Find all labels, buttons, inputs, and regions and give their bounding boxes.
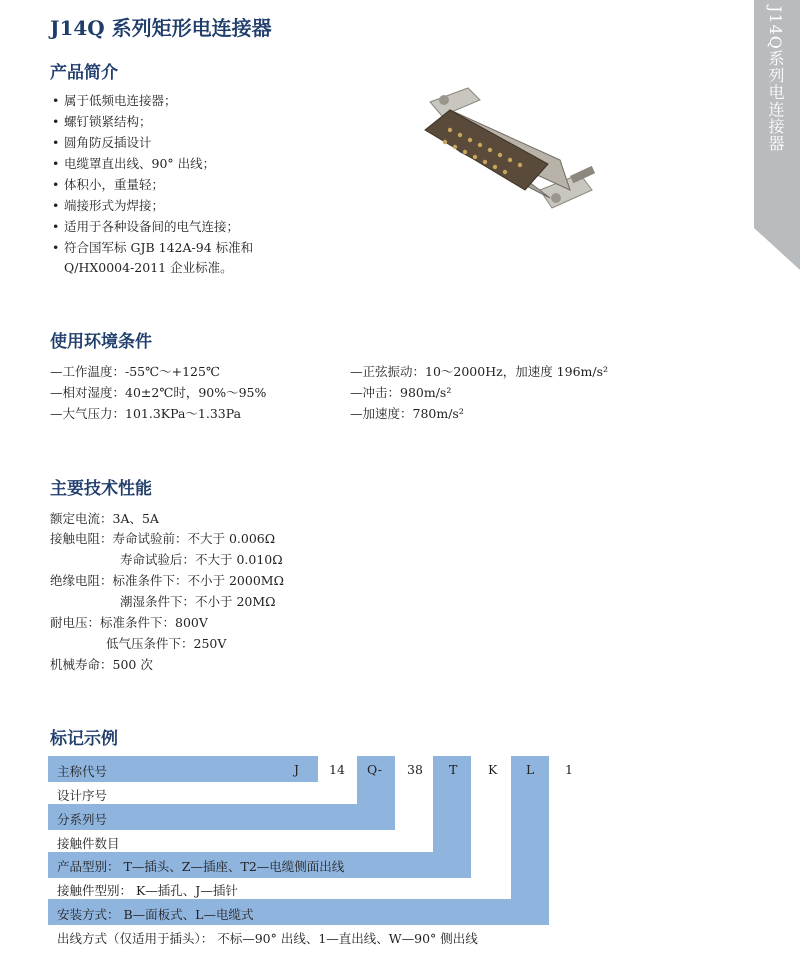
marking-row-label: 产品型别： T—插头、Z—插座、T2—电缆侧面出线	[57, 859, 345, 874]
side-tab-label: J14Q系列电连接器	[766, 6, 785, 152]
feature-item: • 端接形式为焊接；	[52, 195, 253, 216]
marking-code: L	[526, 762, 535, 777]
section-title-intro: 产品简介	[50, 63, 118, 83]
marking-code: Q-	[367, 762, 382, 777]
marking-code: 14	[329, 762, 345, 777]
feature-item: • 螺钉锁紧结构；	[52, 111, 253, 132]
perf-item: 绝缘电阻：标准条件下：不小于 2000MΩ	[50, 573, 284, 588]
marking-code: T	[449, 762, 458, 777]
feature-item: • 属于低频电连接器；	[52, 90, 253, 111]
section-title-perf: 主要技术性能	[50, 479, 152, 499]
marking-row-label: 安装方式： B—面板式、L—电缆式	[57, 907, 254, 922]
feature-item: • 圆角防反插设计	[52, 132, 253, 153]
section-title-mark: 标记示例	[50, 729, 118, 749]
perf-item: 接触电阻：寿命试验前：不大于 0.006Ω	[50, 531, 276, 546]
feature-item: • 适用于各种设备间的电气连接；	[52, 216, 253, 237]
feature-item: • 电缆罩直出线、90° 出线；	[52, 153, 253, 174]
marking-row-label: 主称代号	[57, 764, 108, 779]
marking-row-label: 设计序号	[57, 788, 108, 803]
env-item: —加速度：780m/s²	[350, 406, 464, 421]
marking-row-label: 接触件数目	[57, 836, 120, 851]
marking-code: K	[488, 762, 498, 777]
perf-item: 机械寿命：500 次	[50, 657, 153, 672]
marking-row-label: 接触件型别： K—插孔、J—插针	[57, 883, 238, 898]
env-item: —冲击：980m/s²	[350, 385, 452, 400]
feature-item-continued: Q/HX0004-2011 企业标准。	[64, 260, 233, 275]
env-item: —正弦振动：10～2000Hz，加速度 196m/s²	[350, 364, 609, 379]
perf-item: 低气压条件下：250V	[106, 636, 227, 651]
feature-item: • 符合国军标 GJB 142A-94 标准和	[52, 237, 253, 258]
marking-code: 38	[407, 762, 423, 777]
env-item: —大气压力：101.3KPa～1.33Pa	[50, 406, 242, 421]
env-item: —相对湿度：40±2℃时，90%～95%	[50, 385, 267, 400]
product-photo	[420, 80, 600, 224]
marking-row-label: 出线方式（仅适用于插头）： 不标—90° 出线、1—直出线、W—90° 侧出线	[57, 931, 478, 946]
perf-item: 额定电流：3A、5A	[50, 511, 159, 526]
perf-item: 潮湿条件下：不小于 20MΩ	[120, 594, 276, 609]
env-item: —工作温度：-55℃～+125℃	[50, 364, 220, 379]
perf-item: 耐电压：标准条件下：800V	[50, 615, 208, 630]
marking-row-label: 分系列号	[57, 812, 108, 827]
marking-code: J	[294, 762, 300, 777]
marking-code: 1	[565, 762, 573, 777]
page-title: J14Q 系列矩形电连接器	[50, 16, 272, 40]
feature-list	[52, 90, 253, 258]
section-title-env: 使用环境条件	[50, 332, 152, 352]
feature-item: • 体积小，重量轻；	[52, 174, 253, 195]
perf-item: 寿命试验后：不大于 0.010Ω	[120, 552, 283, 567]
